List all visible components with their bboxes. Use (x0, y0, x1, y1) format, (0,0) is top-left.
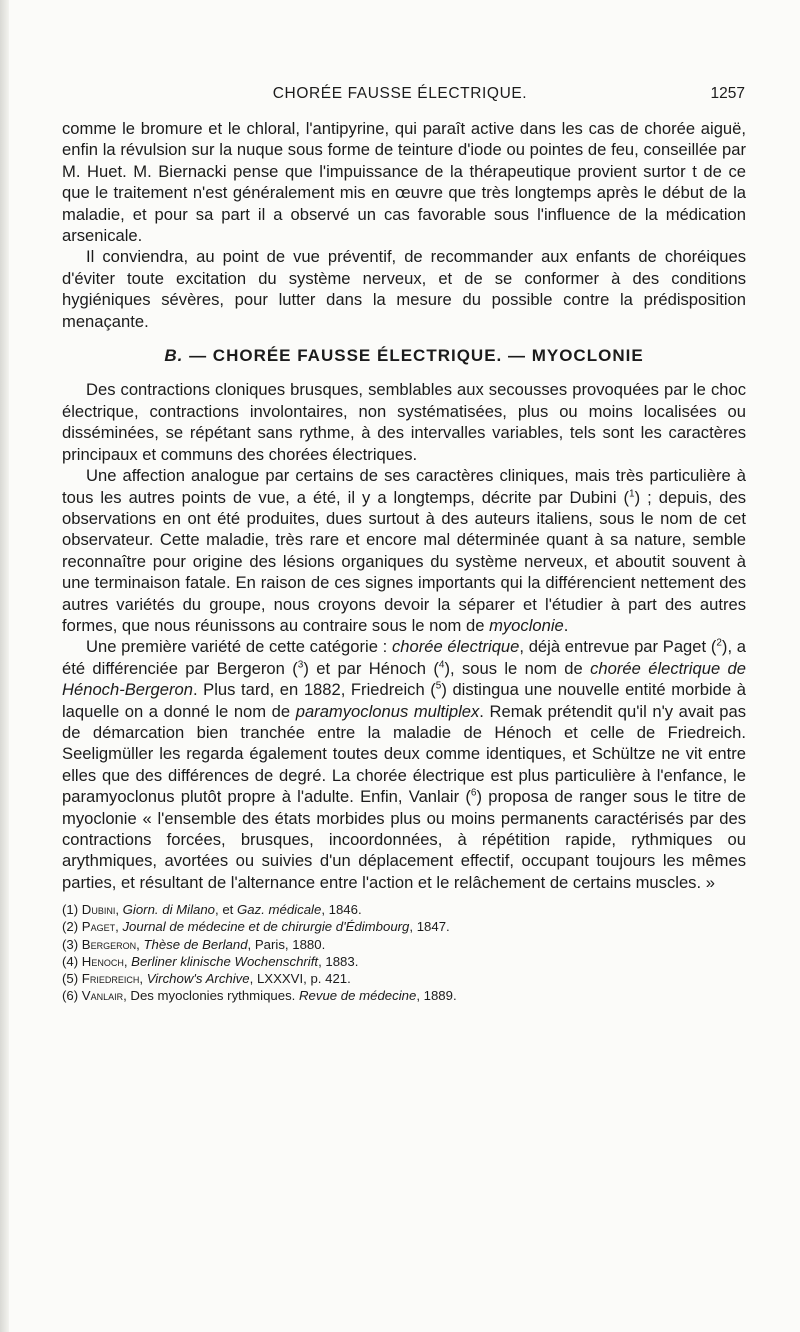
footnote-author: Henoch (81, 953, 124, 969)
footnote-work: Gaz. médicale (237, 902, 322, 918)
text-run: Une première variété de cette catégorie : (86, 637, 392, 657)
text-run: ), a été différenciée par Bergeron ( (62, 637, 746, 678)
text-run: , et (215, 902, 238, 918)
footnote-author: Friedreich (81, 971, 140, 987)
footnotes (62, 901, 746, 1004)
footnote-author: Vanlair (81, 988, 124, 1004)
text-run: , 1889. (416, 988, 457, 1004)
footnote-ref: 2 (716, 637, 722, 649)
text-run: Une affection analogue par certains de ses caractères cliniques, mais très particulière à tous les autres points de vue, a été, il y a longtemps, décrite par Dubini ( (62, 466, 746, 507)
footnote-ref: 1 (629, 487, 635, 499)
paragraph-5 (62, 636, 746, 893)
text-run: ) proposa de ranger sous le titre de myoclonie « l'ensemble des états morbides plus ou moins permanents caractérisés par des contractions forcées, brusques, incoordonnées, à répétition rapide, rythmiques ou arythmiques, avortées ou suivies d'un déplacement effectif, occupant toujours les mêmes parties, et résultant de l'alternance entre l'action et le relâchement de certains muscles. » (62, 787, 746, 892)
emphasis: myoclonie (489, 615, 564, 635)
footnote-number: (5) (62, 971, 79, 987)
page-spine-shadow (0, 0, 9, 1332)
paragraph-3: Des contractions cloniques brusques, semblables aux secousses provoquées par le choc électrique, contractions involontaires, non systématisées, plus ou moins localisées ou disséminées, se répétant sans rythme, à des intervalles variables, tels sont les caractères principaux et communs des chorées électriques. (62, 380, 746, 464)
text-run: , 1847. (409, 919, 450, 935)
footnote-5: (5) Friedreich, Virchow's Archive, LXXXVI, p. 421. (62, 971, 351, 987)
text-run: , LXXXVI, p. 421. (249, 971, 351, 987)
text-run: , déjà entrevue par Paget ( (519, 637, 717, 657)
footnote-number: (6) (62, 988, 79, 1004)
footnote-2: (2) Paget, Journal de médecine et de chirurgie d'Édimbourg, 1847. (62, 919, 450, 935)
text-run: ) distingua une nouvelle entité morbide à laquelle on a donné le nom de (62, 680, 746, 721)
section-heading (62, 345, 746, 366)
section-letter: B. (164, 346, 184, 366)
footnote-6 (62, 987, 746, 1004)
text-run: , Des myoclonies rythmiques. (123, 988, 300, 1004)
footnote-work: Journal de médecine et de chirurgie d'Édimbourg (122, 919, 410, 935)
footnote-work: Berliner klinische Wochenschrift (131, 953, 319, 969)
footnote-ref: 4 (438, 659, 445, 671)
text-run: ), sous le nom de (444, 658, 591, 678)
text-run: ) ; depuis, des observations en ont été produites, dues surtout à des auteurs italiens, sous le nom de cet observateur. Cette maladie, très rare et encore mal déterminée quant à sa nature, semble reconnaître pour origine des lésions organiques du système nerveux, et aboutit souvent à une terminaison fatale. En raison de ces signes importants qui la différencient nettement des autres variétés du groupe, nous croyons devoir la séparer et l'étudier à part des autres formes, que nous réunissons au contraire sous le nom de (62, 487, 746, 635)
emphasis: chorée électrique (391, 637, 520, 657)
paragraph-1: comme le bromure et le chloral, l'antipyrine, qui paraît active dans les cas de chorée aiguë, enfin la révulsion sur la nuque sous forme de teinture d'iode ou pointes de feu, conseillée par M. Huet. M. Biernacki pense que l'impuissance de la thérapeutique provient surtor t de ce que le traitement n'est généralement mis en œuvre que très longtemps après le début de la maladie, et pour sa part il a observé un cas favorable sous l'influence de la médication arsenicale. (62, 119, 746, 246)
footnote-4: (4) Henoch, Berliner klinische Wochenschrift, 1883. (62, 953, 359, 969)
page-number: 1257 (710, 85, 745, 102)
text-run: ) et par Hénoch ( (303, 658, 439, 678)
footnote-3: (3) Bergeron, Thèse de Berland, Paris, 1880. (62, 936, 326, 952)
emphasis: paramyoclonus multiplex (295, 701, 480, 721)
running-title: CHORÉE FAUSSE ÉLECTRIQUE. (272, 85, 528, 102)
footnote-work: Revue de médecine (299, 988, 417, 1004)
paragraph-4 (62, 465, 746, 636)
footnote-author: Bergeron (81, 936, 137, 952)
text-run: . (563, 615, 569, 635)
footnote-ref: 6 (470, 787, 477, 799)
text-run: , 1846. (321, 902, 362, 918)
footnote-work: Thèse de Berland (143, 936, 248, 952)
footnote-work: Giorn. di Milano (122, 902, 216, 918)
section-title: — CHORÉE FAUSSE ÉLECTRIQUE. — MYOCLONIE (189, 346, 644, 366)
footnote-work: Virchow's Archive (146, 971, 250, 987)
footnote-author: Paget (81, 919, 116, 935)
footnote-ref: 5 (435, 680, 442, 692)
text-run: . Remak prétendit qu'il n'y avait pas de démarcation bien tranchée entre la maladie de Hénoch et celle de Friedreich. Seeligmüller les regarda également toutes deux comme identiques, et Schültze ne vit entre elles que des différences de degré. La chorée électrique est plus particulière à l'enfance, le paramyoclonus plutôt propre à l'adulte. Enfin, Vanlair ( (62, 701, 746, 807)
footnote-number: (3) (62, 936, 79, 952)
footnote-1: (1) Dubini, Giorn. di Milano, et Gaz. médicale, 1846. (62, 902, 362, 918)
footnote-author: Dubini (81, 902, 116, 918)
text-run: , Paris, 1880. (247, 936, 326, 952)
emphasis: chorée électrique de Hénoch-Bergeron (62, 658, 746, 700)
paragraph-2: Il conviendra, au point de vue préventif, de recommander aux enfants de choréiques d'éviter toute excitation du système nerveux, et de se conformer à des conditions hygiéniques sévères, pour lutter dans la mesure du possible contre la prédisposition menaçante. (62, 247, 746, 331)
text-run: . Plus tard, en 1882, Friedreich ( (192, 680, 436, 700)
footnote-number: (4) (62, 953, 79, 969)
footnote-number: (1) (62, 902, 79, 918)
footnote-number: (2) (62, 919, 79, 935)
text-run: , 1883. (318, 953, 359, 969)
footnote-ref: 3 (297, 659, 304, 671)
page-header (0, 85, 800, 109)
page-body (62, 118, 746, 1004)
